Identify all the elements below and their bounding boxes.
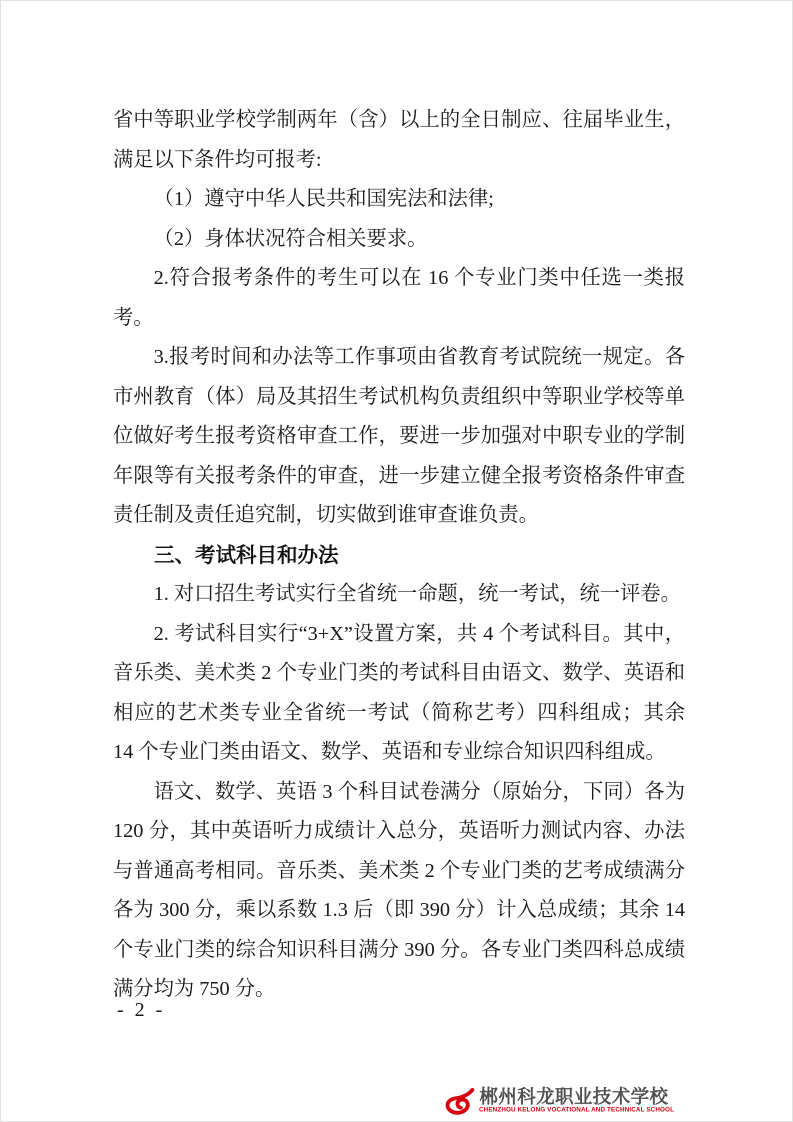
paragraph-eligibility-intro: 省中等职业学校学制两年（含）以上的全日制应、往届毕业生，满足以下条件均可报考: — [113, 109, 685, 171]
paragraph-condition-2: （2）身体状况符合相关要求。 — [153, 227, 428, 250]
paragraph-condition-1: （1）遵守中华人民共和国宪法和法律; — [153, 188, 494, 210]
paragraph-scoring: 语文、数学、英语 3 个科目试卷满分（原始分，下同）各为 120 分，其中英语听力成绩计入总分，英语听力测试内容、办法与普通高考相同。音乐类、美术类 2 个专业门类的艺考成绩满分各为 300 分，乘以系数 1.3 后（即 390 分）计入总成绩；其余 14 个专业门类的综合知识科目满分 390 分。各专业门类四科总成绩满分均为 750 分。 — [113, 780, 685, 1000]
section-heading-exam-subjects: 三、考试科目和办法 — [154, 543, 339, 567]
school-logo-text — [479, 1087, 789, 1117]
school-name-en: CHENZHOU KELONG VOCATIONAL AND TECHNICAL SCHOOL — [479, 1106, 675, 1114]
school-logo-icon — [444, 1088, 475, 1116]
paragraph-item-3: 3.报考时间和办法等工作事项由省教育考试院统一规定。各市州教育（体）局及其招生考试机构负责组织中等职业学校等单位做好考生报考资格审查工作，要进一步加强对中职专业的学制年限等有关报考条件的审查，进一步建立健全报考资格条件审查责任制及责任追究制，切实做到谁审查谁负责。 — [113, 346, 685, 526]
paragraph-item-2: 2.符合报考条件的考生可以在 16 个专业门类中任选一类报考。 — [113, 267, 685, 329]
paragraph-exam-item-1: 1. 对口招生考试实行全省统一命题，统一考试，统一评卷。 — [153, 583, 681, 605]
school-name-cn: 郴州科龙职业技术学校 — [479, 1086, 669, 1108]
page-number: - 2 - — [117, 999, 166, 1021]
paragraph-exam-item-2: 2. 考试科目实行“3+X”设置方案，共 4 个考试科目。其中，音乐类、美术类 2 个专业门类的考试科目由语文、数学、英语和相应的艺术类专业全省统一考试（简称艺考）四科组成；其余 14 个专业门类由语文、数学、英语和专业综合知识四科组成。 — [113, 622, 685, 763]
document-body — [113, 101, 685, 1010]
school-logo — [444, 1087, 789, 1117]
